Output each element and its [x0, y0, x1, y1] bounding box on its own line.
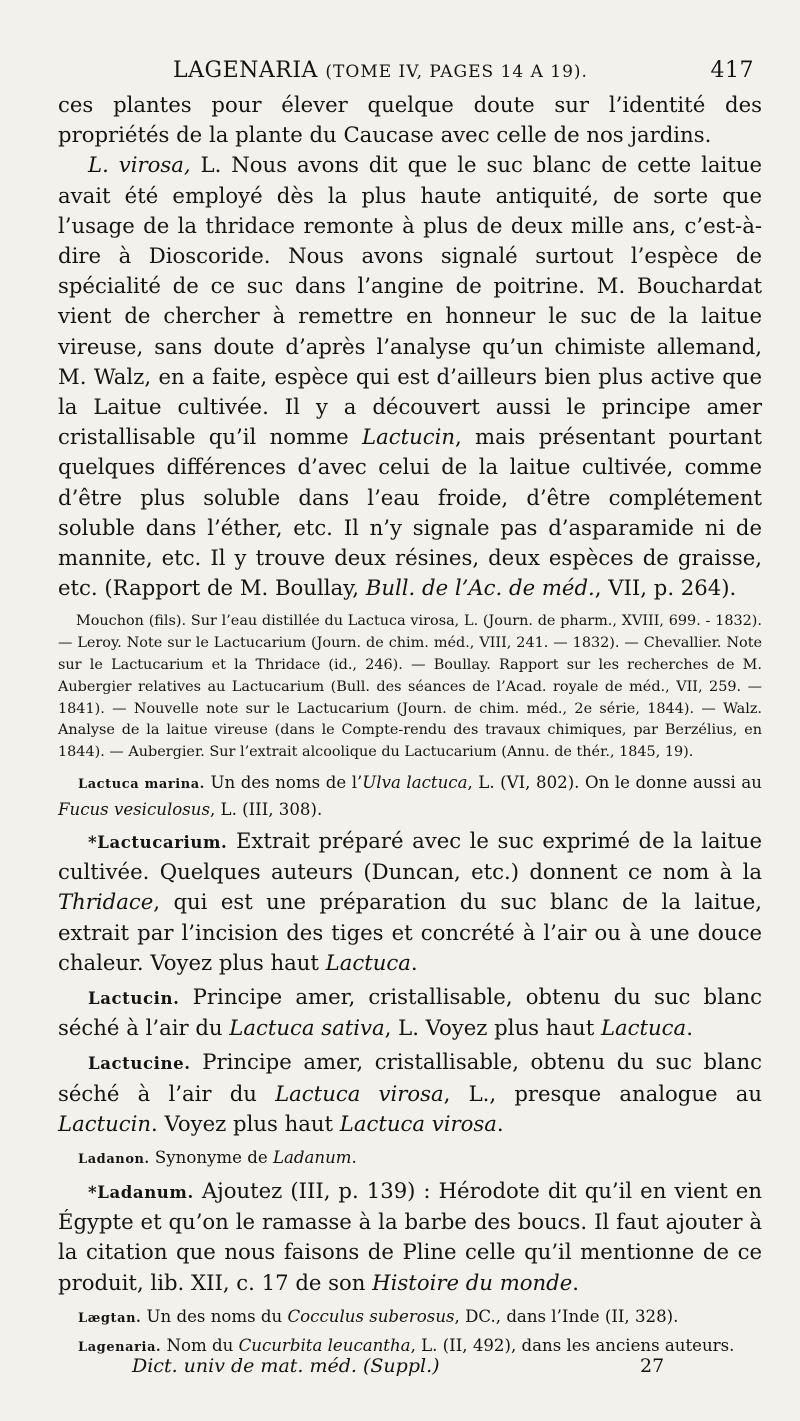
- signature-mark: Dict. univ de mat. méd. (Suppl.): [132, 1355, 440, 1377]
- entry-text: , L. (II, 492), dans les anciens auteurs.: [410, 1335, 735, 1355]
- entry-text: . Voyez plus haut: [151, 1110, 340, 1136]
- entry-text: .: [410, 949, 418, 975]
- entry-lactucin: [58, 982, 762, 1043]
- entry-text: Extrait préparé avec le suc exprimé de la laitue cultivée. Quelques auteurs (Duncan, etc.) donnent ce nom à la: [58, 828, 762, 885]
- entry-italic: Ulva lactuca: [362, 773, 468, 793]
- entry-italic: Fucus vesiculosus: [58, 800, 210, 820]
- entry-italic: Cucurbita leucantha: [238, 1335, 411, 1355]
- entry-lactucine: [58, 1047, 762, 1139]
- entry-text: , L., presque analogue au: [443, 1080, 763, 1106]
- entry-text: , DC., dans l’Inde (II, 328).: [454, 1306, 679, 1326]
- virosa-text: Nous avons dit que le suc blanc de cette laitue avait été employé dès la plus haute antiquité, de sorte que l’usage de la thridace remonte à plus de deux mille ans, c’est-à-dire à Dioscoride. Nous avons signalé surtout l’espèce de spécialité de ce suc dans l’angine de poitrine. M. Bouchardat vient de chercher à remettre en honneur le suc de la laitue vireuse, sans doute d’après l’analyse qu’un chimiste allemand, M. Walz, en a faite, espèce qui est d’ailleurs bien plus active que la Laitue cultivée. Il y a découvert aussi le principe amer cristallisable qu’il nomme: [58, 152, 762, 450]
- virosa-lead: L. virosa,: [88, 152, 191, 178]
- page-number: 417: [710, 58, 754, 83]
- entry-text: .: [686, 1015, 693, 1041]
- entry-italic: Histoire du monde: [372, 1269, 573, 1295]
- header-title: LAGENARIA: [173, 58, 318, 83]
- entry-text: , L. Voyez plus haut: [384, 1015, 601, 1041]
- entry-term: *Lactucarium.: [88, 832, 228, 853]
- entry-text: , L. (VI, 802). On le donne aussi au: [467, 773, 762, 793]
- entry-text: .: [572, 1269, 580, 1295]
- entry-term: Lægtan.: [78, 1310, 142, 1326]
- running-title: [173, 58, 588, 83]
- entry-italic: Lactuca virosa: [275, 1080, 444, 1106]
- virosa-italic-citation: Bull. de l’Ac. de méd.: [365, 575, 595, 601]
- virosa-paragraph: [58, 150, 762, 603]
- entry-lactucarium: [58, 826, 762, 978]
- entry-italic: Lactuca: [600, 1015, 687, 1041]
- entry-italic: Lactuca: [325, 949, 411, 975]
- entry-term: Lagenaria.: [78, 1339, 162, 1355]
- entry-italic: Lactucin: [58, 1110, 152, 1136]
- virosa-italic-lactucin: Lactucin: [362, 424, 456, 450]
- entry-ladanum: [58, 1176, 762, 1298]
- bibliography-note: Mouchon (fils). Sur l’eau distillée du Lactuca virosa, L. (Journ. de pharm., XVIII, 699. - 1832). — Leroy. Note sur le Lactucarium (Journ. de chim. méd., VIII, 241. — 1832). — Chevallier. Note sur le Lactucarium et la Thridace (id., 246). — Boullay. Rapport sur les recherches de M. Aubergier relatives au Lactucarium (Bull. des séances de l’Acad. royale de méd., VII, 259. — 1841). — Nouvelle note sur le Lactucarium (Journ. de chim. méd., 2e série, 1844). — Walz. Analyse de la laitue vireuse (dans le Compte-rendu des travaux chimiques, par Berzélius, en 1844). — Aubergier. Sur l’extrait alcoolique du Lactucarium (Annu. de thér., 1845, 19).: [58, 613, 762, 761]
- entry-text: , L. (III, 308).: [210, 800, 323, 820]
- running-header: [58, 54, 762, 90]
- entry-text: .: [496, 1110, 504, 1136]
- page-body: [58, 90, 762, 1360]
- entry-text: Nom du: [161, 1335, 239, 1355]
- entry-text: , qui est une préparation du suc blanc de la laitue, extrait par l’incision des tiges et concrété à l’air ou à une douce chaleur. Voyez plus haut: [58, 889, 762, 975]
- entry-text: Un des noms de l’: [204, 773, 363, 793]
- entry-term: Lactucin.: [88, 988, 180, 1009]
- entry-italic: Lactuca sativa: [229, 1015, 385, 1041]
- entry-term: Lactuca marina.: [78, 777, 205, 793]
- virosa-lead-rest: L.: [190, 152, 222, 178]
- entry-italic: Lactuca virosa: [339, 1110, 497, 1136]
- virosa-text-3: , VII, p. 264).: [594, 575, 737, 601]
- entry-italic: Cocculus suberosus: [287, 1306, 455, 1326]
- entry-laegtan: [58, 1304, 762, 1331]
- entry-term: Lactucine.: [88, 1053, 191, 1074]
- header-range: (TOME IV, PAGES 14 A 19).: [325, 62, 588, 82]
- sheet-number: 27: [640, 1355, 665, 1377]
- entry-italic: Thridace: [58, 889, 154, 915]
- entry-text: Ajoutez (III, p. 139) : Hérodote dit qu’il en vient en Égypte et qu’on le ramasse à la barbe des boucs. Il faut ajouter à la citation que nous faisons de Pline celle qu’il mentionne de ce produit, lib. XII, c. 17 de son: [58, 1178, 762, 1295]
- entry-text: Un des noms du: [141, 1306, 288, 1326]
- entry-text: Principe amer, cristallisable, obtenu du suc blanc séché à l’air du: [58, 1049, 762, 1106]
- continuation-paragraph: ces plantes pour élever quelque doute sur l’identité des propriétés de la plante du Caucase avec celle de nos jardins.: [58, 92, 762, 148]
- entry-text: Principe amer, cristallisable, obtenu du suc blanc séché à l’air du: [58, 984, 762, 1041]
- entry-term: *Ladanum.: [88, 1182, 194, 1203]
- entry-italic: Ladanum: [272, 1148, 352, 1168]
- virosa-text-2: , mais présentant pourtant quelques différences d’avec celui de la laitue cultivée, comme d’être plus soluble dans l’eau froide, d’être complétement soluble dans l’éther, etc. Il n’y signale pas d’asparamide ni de mannite, etc. Il y trouve deux résines, deux espèces de graisse, etc. (Rapport de M. Boullay,: [58, 424, 762, 601]
- entry-ladanon: [58, 1145, 762, 1172]
- entry-lactuca-marina: [58, 770, 762, 822]
- entry-text: Synonyme de: [149, 1148, 273, 1168]
- entry-term: Ladanon.: [78, 1152, 150, 1168]
- entry-text: .: [351, 1148, 357, 1168]
